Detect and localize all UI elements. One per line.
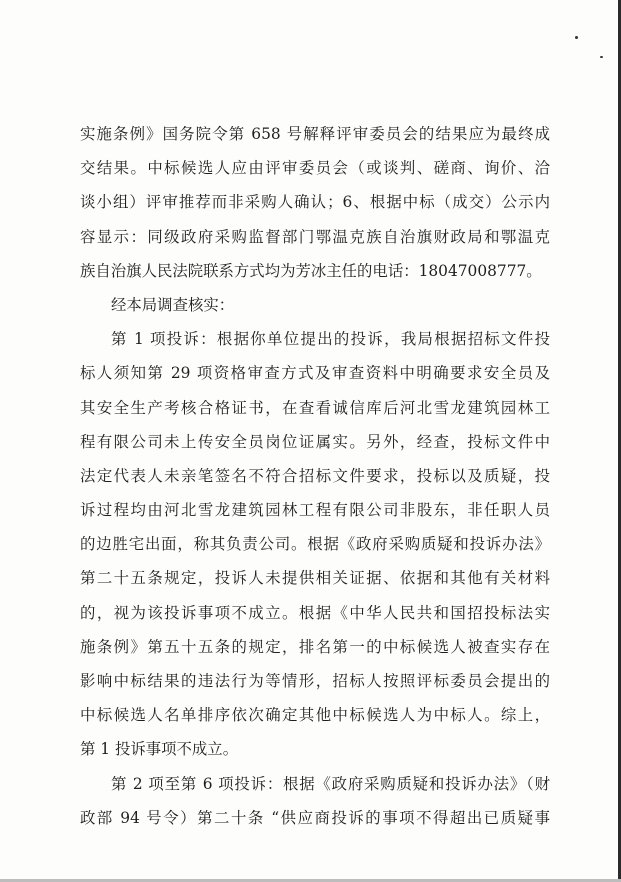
text-line: 中标候选人名单排序依次确定其他中标候选人为中标人。综上， — [80, 706, 550, 725]
text-line: 其安全生产考核合格证书，在查看诚信库后河北雪龙建筑园林工 — [80, 398, 550, 417]
text-line: 谈小组）评审推荐而非采购人确认；6、根据中标（成交）公示内 — [80, 193, 550, 212]
text-line: 程有限公司未上传安全员岗位证属实。另外，经查，投标文件中 — [80, 432, 550, 451]
text-line: 的，视为该投诉事项不成立。根据《中华人民共和国招投标法实 — [80, 603, 550, 622]
text-line: 的边胜宅出面，称其负责公司。根据《政府采购质疑和投诉办法》 — [80, 535, 550, 554]
text-line: 影响中标结果的违法行为等情形，招标人按照评标委员会提出的 — [80, 672, 550, 690]
text-line: 族自治旗人民法院联系方式均为芳冰主任的电话：18047008777。 — [80, 261, 542, 280]
text-line: 法定代表人未亲笔签名不符合招标文件要求，投标以及质疑，投 — [80, 466, 550, 485]
text-line: 第 1 投诉事项不成立。 — [80, 740, 239, 759]
section-heading: 经本局调查核实： — [111, 295, 235, 314]
text-line: 政部 94 号令）第二十条 “供应商投诉的事项不得超出已质疑事 — [80, 808, 550, 827]
text-line: 标人须知第 29 项资格审查方式及审查资料中明确要求安全员及 — [80, 364, 550, 383]
document-body — [80, 117, 550, 835]
text-line: 施条例》第五十五条的规定，排名第一的中标候选人被查实存在 — [80, 637, 550, 656]
scan-speck — [575, 36, 578, 39]
text-line: 诉过程均由河北雪龙建筑园林工程有限公司非股东，非任职人员 — [80, 501, 550, 520]
text-line: 实施条例》国务院令第 658 号解释评审委员会的结果应为最终成 — [80, 125, 550, 143]
text-line: 第 2 项至第 6 项投诉：根据《政府采购质疑和投诉办法》（财 — [111, 774, 550, 793]
text-line: 第二十五条规定，投诉人未提供相关证据、依据和其他有关材料 — [80, 569, 550, 588]
text-line: 交结果。中标候选人应由评审委员会（或谈判、磋商、询价、洽 — [80, 159, 550, 178]
text-line: 第 1 项投诉：根据你单位提出的投诉，我局根据招标文件投 — [111, 330, 550, 349]
text-line: 容显示：同级政府采购监督部门鄂温克族自治旗财政局和鄂温克 — [80, 227, 550, 246]
scan-speck — [600, 56, 603, 58]
